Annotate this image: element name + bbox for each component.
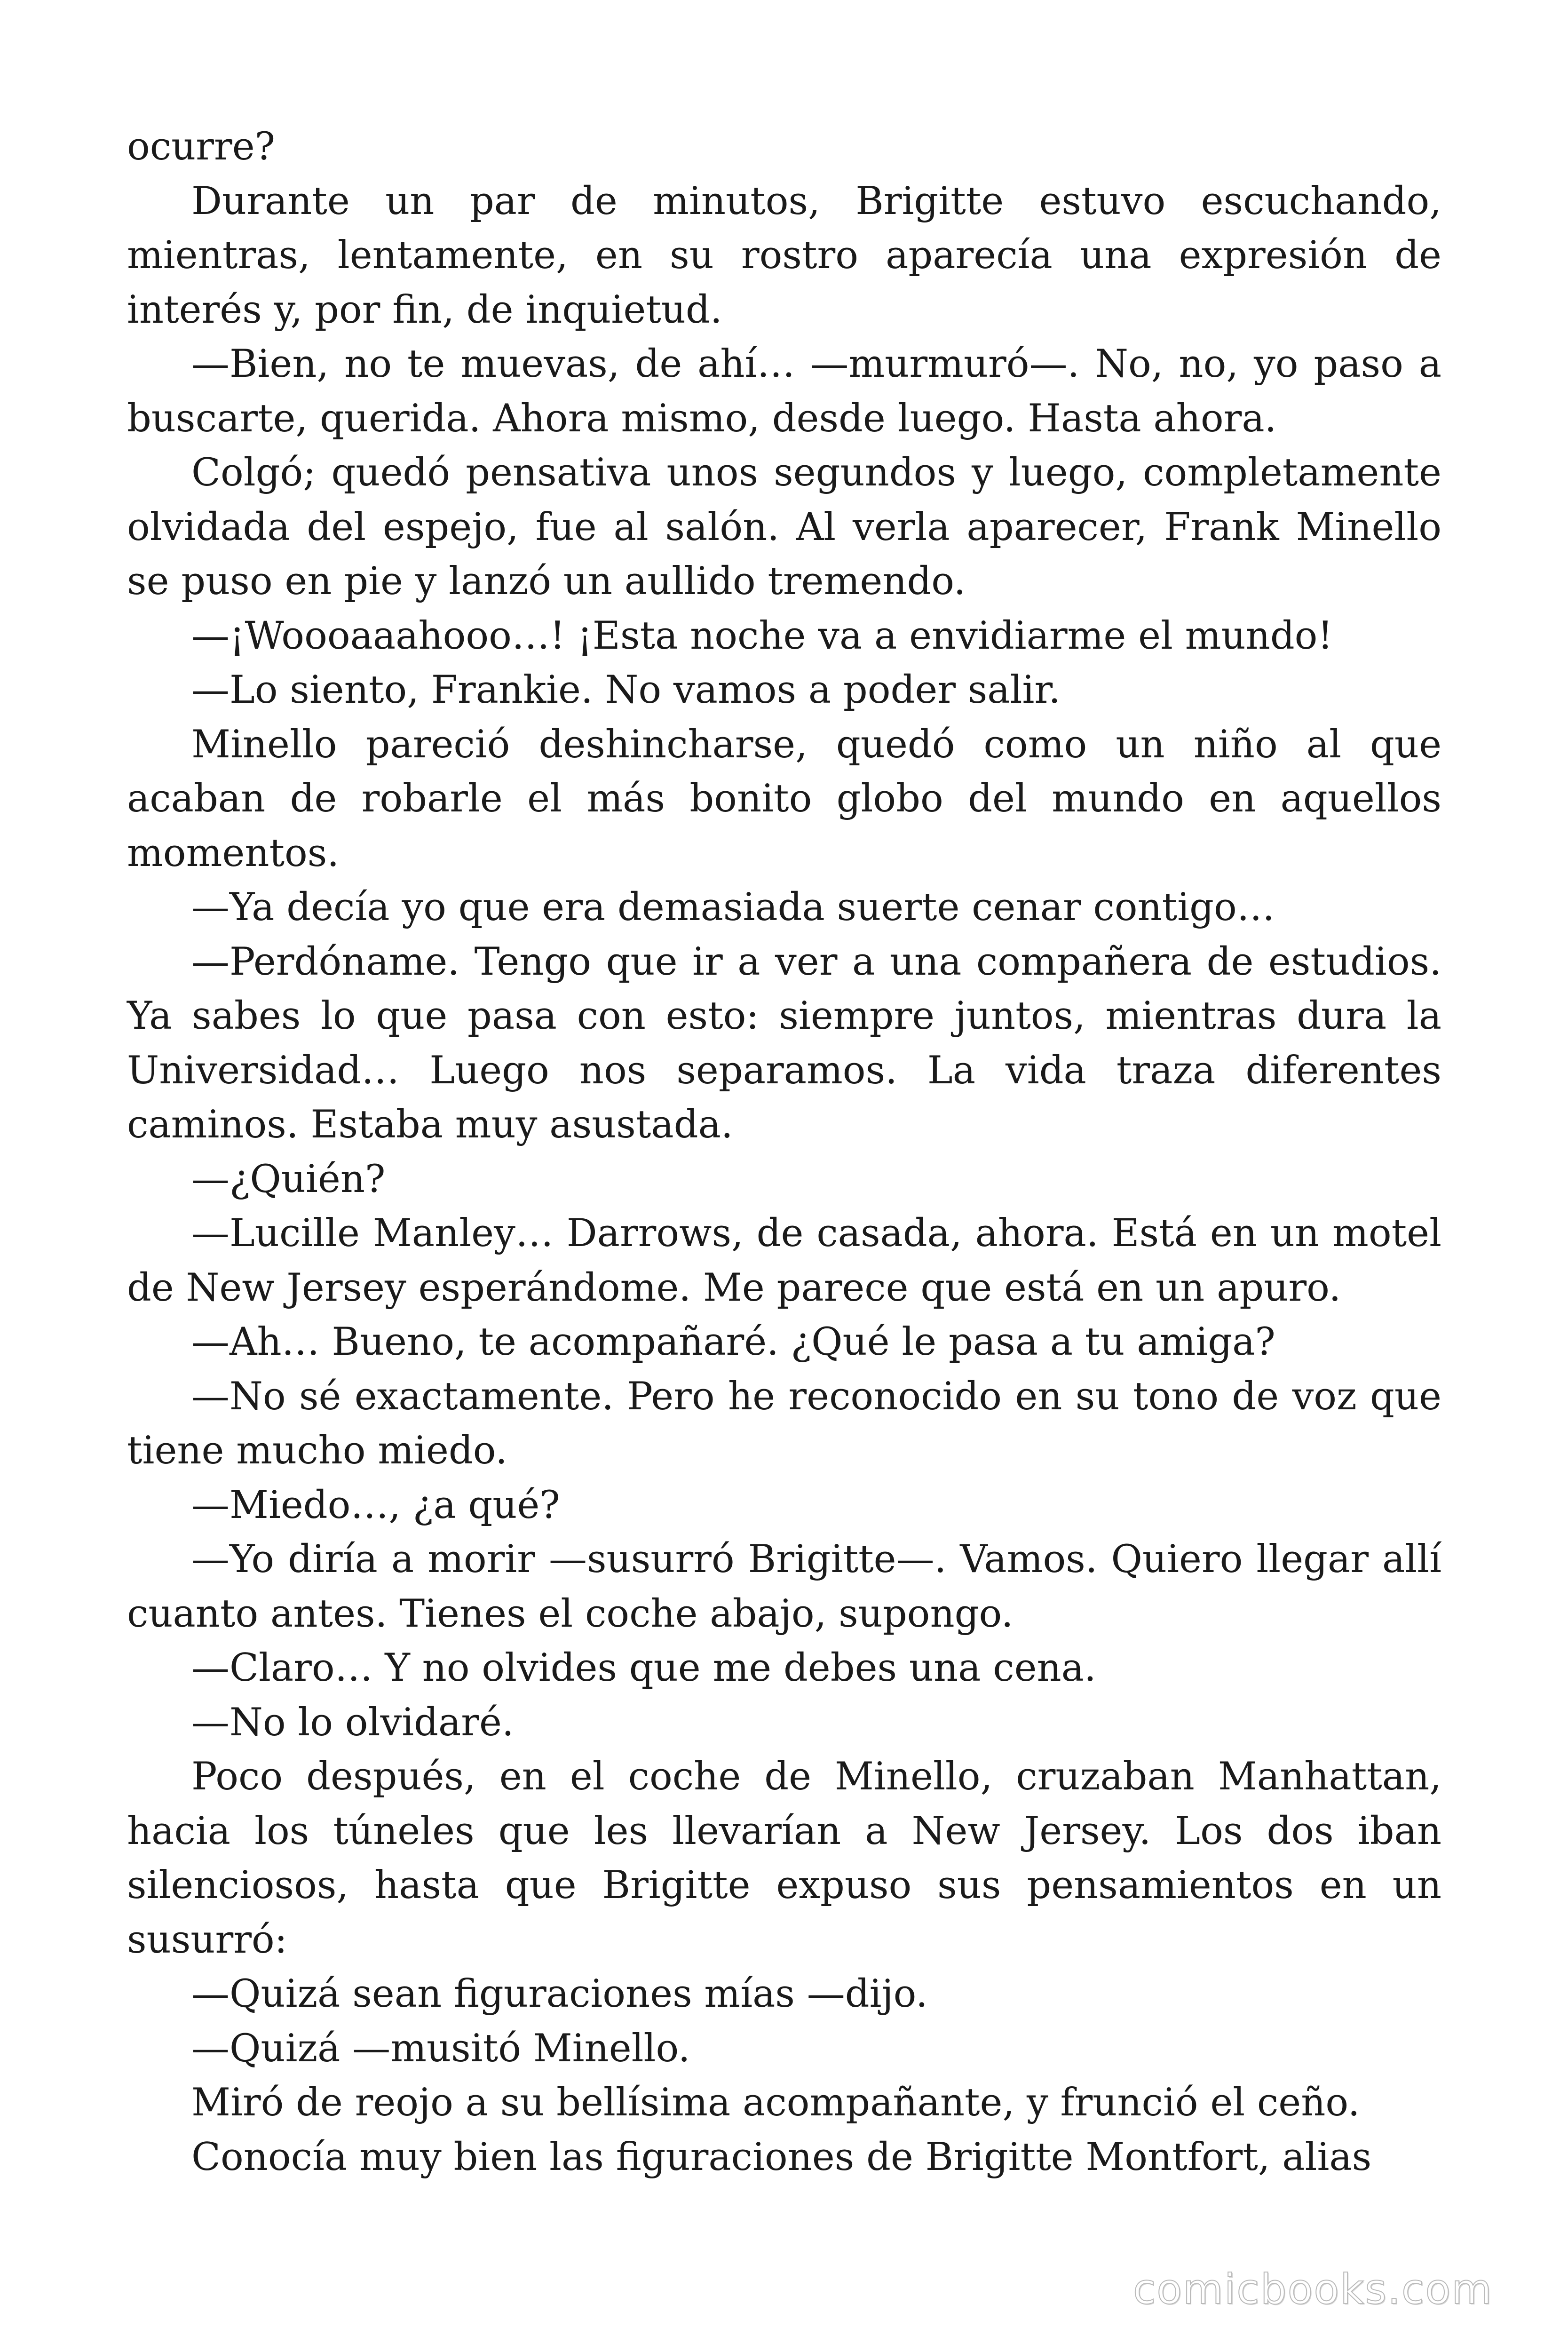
- paragraph: Poco después, en el coche de Minello, cruzaban Manhattan, hacia los túneles que les llevarían a New Jersey. Los dos iban silenciosos, hasta que Brigitte expuso sus pensamientos en un susurró:: [127, 1755, 1441, 1962]
- paragraph: —Quizá —musitó Minello.: [191, 2026, 690, 2071]
- paragraph: —Yo diría a morir —susurró Brigitte—. Vamos. Quiero llegar allí cuanto antes. Tienes el coche abajo, supongo.: [127, 1537, 1441, 1636]
- paragraph: —¿Quién?: [191, 1157, 386, 1201]
- paragraph: Miró de reojo a su bellísima acompañante, y frunció el ceño.: [191, 2081, 1360, 2125]
- paragraph: —Perdóname. Tengo que ir a ver a una compañera de estudios. Ya sabes lo que pasa con esto: siempre juntos, mientras dura la Universidad… Luego nos separamos. La vida traza diferentes caminos. Estaba muy asustada.: [127, 939, 1441, 1147]
- paragraph: Minello pareció deshincharse, quedó como un niño al que acaban de robarle el más bonito globo del mundo en aquellos momentos.: [127, 722, 1441, 875]
- paragraph: —Claro… Y no olvides que me debes una cena.: [191, 1646, 1096, 1690]
- paragraph: —Quizá sean figuraciones mías —dijo.: [191, 1972, 928, 2016]
- watermark: comicbooks.com: [1132, 2265, 1493, 2313]
- page-body: [127, 120, 1441, 2185]
- paragraph: Conocía muy bien las figuraciones de Brigitte Montfort, alias: [191, 2135, 1372, 2179]
- paragraph: —Lo siento, Frankie. No vamos a poder salir.: [191, 668, 1061, 712]
- paragraph: —No lo olvidaré.: [191, 1700, 514, 1745]
- paragraph: ocurre?: [127, 125, 276, 169]
- paragraph: Durante un par de minutos, Brigitte estuvo escuchando, mientras, lentamente, en su rostro aparecía una expresión de interés y, por fin, de inquietud.: [127, 179, 1441, 332]
- paragraph: —Ya decía yo que era demasiada suerte cenar contigo…: [191, 885, 1275, 930]
- paragraph: —No sé exactamente. Pero he reconocido en su tono de voz que tiene mucho miedo.: [127, 1374, 1441, 1473]
- paragraph: —Ah… Bueno, te acompañaré. ¿Qué le pasa a tu amiga?: [191, 1320, 1275, 1364]
- paragraph: —Lucille Manley… Darrows, de casada, ahora. Está en un motel de New Jersey esperándome. Me parece que está en un apuro.: [127, 1211, 1441, 1310]
- paragraph: —Miedo…, ¿a qué?: [191, 1483, 560, 1527]
- paragraph: Colgó; quedó pensativa unos segundos y luego, completamente olvidada del espejo, fue al salón. Al verla aparecer, Frank Minello se puso en pie y lanzó un aullido tremendo.: [127, 451, 1441, 604]
- paragraph: —Bien, no te muevas, de ahí… —murmuró—. No, no, yo paso a buscarte, querida. Ahora mismo, desde luego. Hasta ahora.: [127, 342, 1441, 441]
- paragraph: —¡Woooaaahooo…! ¡Esta noche va a envidiarme el mundo!: [191, 613, 1333, 658]
